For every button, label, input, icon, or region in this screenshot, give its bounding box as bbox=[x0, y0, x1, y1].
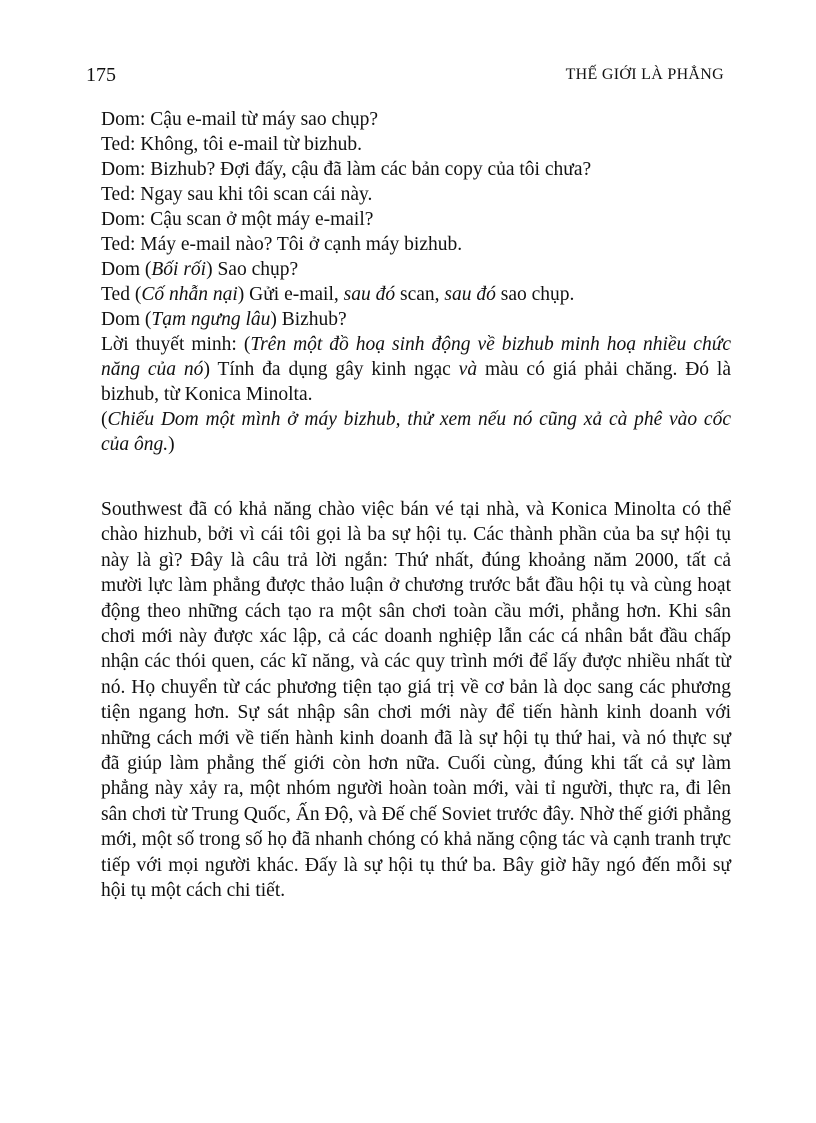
dialogue-line: Dom (Bối rối) Sao chụp? bbox=[101, 259, 299, 280]
stage-direction: Chiếu Dom một mình ở máy bizhub, thử xem nếu nó cũng xả cà phê vào cốc của ông. bbox=[101, 409, 731, 455]
dialogue-line: Ted: Không, tôi e-mail từ bizhub. bbox=[101, 134, 363, 155]
dialogue-line: Ted: Ngay sau khi tôi scan cái này. bbox=[101, 184, 373, 205]
stage-direction: Bối rối bbox=[151, 259, 207, 280]
closing-direction: (Chiếu Dom một mình ở máy bizhub, thử xem nếu nó cũng xả cà phê vào cốc của ông.) bbox=[101, 409, 731, 455]
stage-direction: Cố nhẫn nại bbox=[141, 284, 238, 305]
stage-direction: Tạm ngưng lâu bbox=[151, 309, 271, 330]
narration-line: Lời thuyết minh: (Trên một đồ hoạ sinh động về bizhub minh hoạ nhiều chức năng của nó) Tính đa dụng gây kinh ngạc và màu có giá phải chăng. Đó là bizhub, từ Konica Minolta. bbox=[101, 334, 732, 405]
dialogue-line: Dom (Tạm ngưng lâu) Bizhub? bbox=[101, 309, 347, 330]
dialogue-block bbox=[101, 107, 731, 457]
dialogue-line: Ted (Cố nhẫn nại) Gửi e-mail, sau đó scan, sau đó sao chụp. bbox=[101, 284, 575, 305]
dialogue-line: Ted: Máy e-mail nào? Tôi ở cạnh máy bizhub. bbox=[101, 234, 463, 255]
page-number: 175 bbox=[86, 64, 116, 86]
running-title: THẾ GIỚI LÀ PHẲNG bbox=[565, 66, 724, 83]
dialogue-line: Dom: Bizhub? Đợi đấy, cậu đã làm các bản copy của tôi chưa? bbox=[101, 159, 592, 180]
stage-direction: Trên một đồ hoạ sinh động về bizhub minh hoạ nhiều chức năng của nó bbox=[101, 334, 731, 380]
body-paragraph: Southwest đã có khả năng chào việc bán vé tại nhà, và Konica Minolta có thể chào hizhub, bởi vì cái tôi gọi là ba sự hội tụ. Các thành phần của ba sự hội tụ này là gì? Đây là câu trả lời ngắn: Thứ nhất, đúng khoảng năm 2000, tất cả mười lực làm phẳng được thảo luận ở chương trước bắt đầu hội tụ và cùng hoạt động theo những cách tạo ra một sân chơi toàn cầu mới, phẳng hơn. Khi sân chơi mới này được xác lập, cả các doanh nghiệp lẫn các cá nhân bắt đầu chấp nhận các thói quen, các kĩ năng, và các quy trình mới để lấy được nhiều nhất từ nó. Họ chuyển từ các phương tiện tạo giá trị về cơ bản là dọc sang các phương tiện ngang hơn. Sự sát nhập sân chơi mới này để tiến hành kinh doanh với những cách mới về tiến hành kinh doanh đã là sự hội tụ thứ hai, và nó thực sự đã giúp làm phẳng thế giới còn hơn nữa. Cuối cùng, đúng khi tất cả sự làm phẳng này xảy ra, một nhóm người hoàn toàn mới, vài tỉ người, thực ra, đi lên sân chơi từ Trung Quốc, Ấn Độ, và Đế chế Soviet trước đây. Nhờ thế giới phẳng mới, một số trong số họ đã nhanh chóng có khả năng cộng tác và cạnh tranh trực tiếp với mọi người khác. Đấy là sự hội tụ thứ ba. Bây giờ hãy ngó đến mỗi sự hội tụ một cách chi tiết. bbox=[101, 499, 731, 902]
dialogue-line: Dom: Cậu e-mail từ máy sao chụp? bbox=[101, 109, 378, 130]
dialogue-line: Dom: Cậu scan ở một máy e-mail? bbox=[101, 209, 374, 230]
